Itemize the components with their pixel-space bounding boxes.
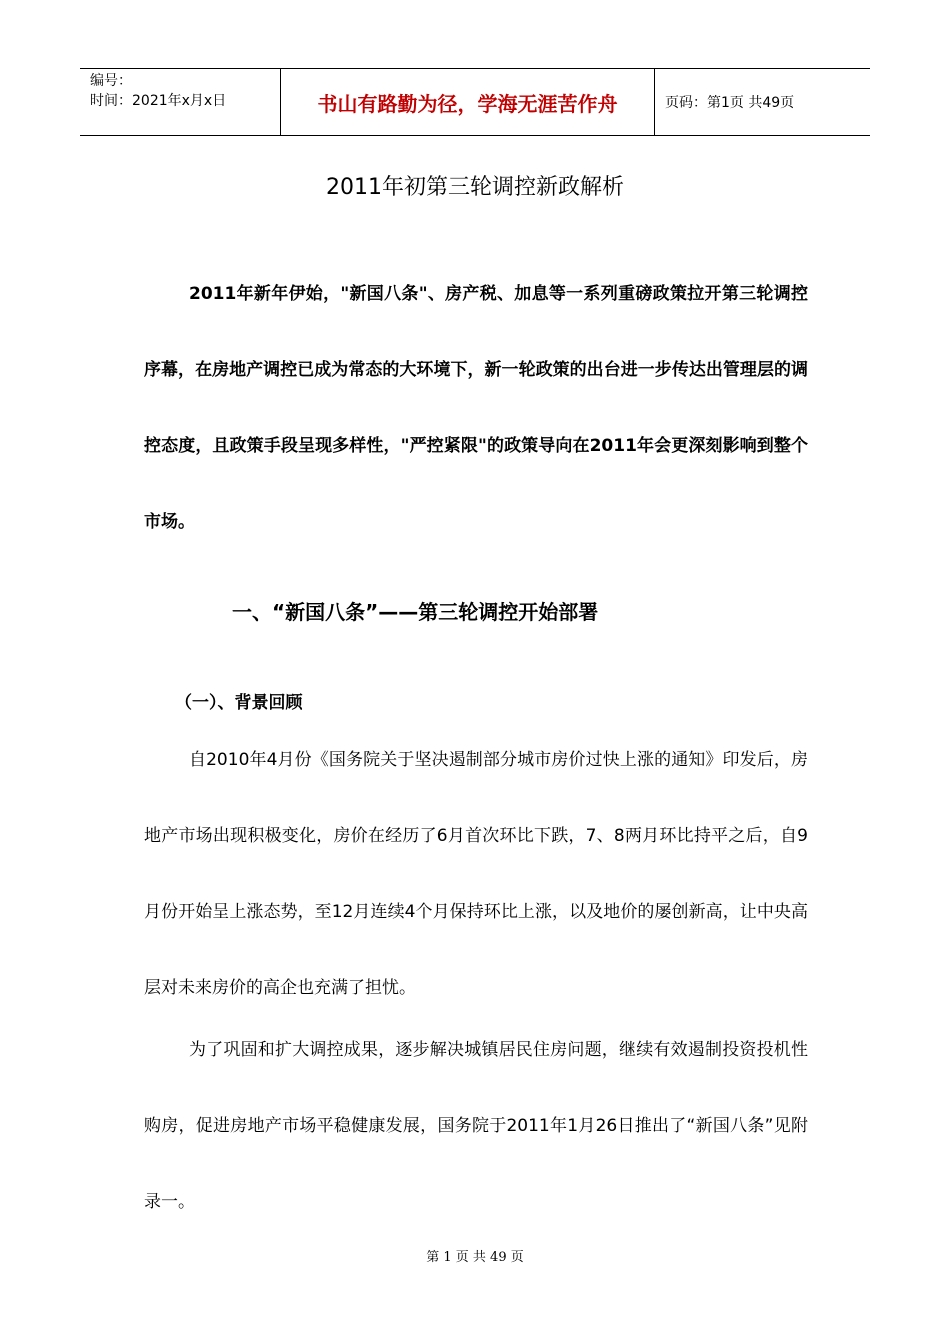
body-paragraph: 自2010年4月份《国务院关于坚决遏制部分城市房价过快上涨的通知》印发后，房地产市场出现积极变化，房价在经历了6月首次环比下跌，7、8两月环比持平之后，自9月份开始呈上涨态势，至12月连续4个月保持环比上涨，以及地价的屡创新高，让中央高层对未来房价的高企也充满了担忧。 [144, 750, 808, 998]
header-motto: 书山有路勤为径，学海无涯苦作舟 [281, 69, 655, 135]
page-header [80, 68, 870, 136]
date-label: 时间：2021年x月x日 [90, 93, 227, 109]
page-footer: 第 1 页 共 49 页 [426, 1250, 524, 1265]
document-title: 2011年初第三轮调控新政解析 [326, 175, 624, 200]
subsection-heading: （一）、背景回顾 [175, 693, 303, 713]
section-heading: 一、“新国八条”——第三轮调控开始部署 [232, 600, 599, 624]
header-meta [80, 69, 281, 135]
intro-paragraph: 2011年新年伊始，"新国八条"、房产税、加息等一系列重磅政策拉开第三轮调控序幕，在房地产调控已成为常态的大环境下，新一轮政策的出台进一步传达出管理层的调控态度，且政策手段呈现多样性，"严控紧限"的政策导向在2011年会更深刻影响到整个市场。 [144, 284, 808, 532]
body-paragraph: 为了巩固和扩大调控成果，逐步解决城镇居民住房问题，继续有效遏制投资投机性购房，促进房地产市场平稳健康发展，国务院于2011年1月26日推出了“新国八条”见附录一。 [144, 1040, 808, 1212]
serial-number-label: 编号： [90, 73, 132, 89]
header-page-info: 页码：第1页 共49页 [665, 95, 795, 111]
